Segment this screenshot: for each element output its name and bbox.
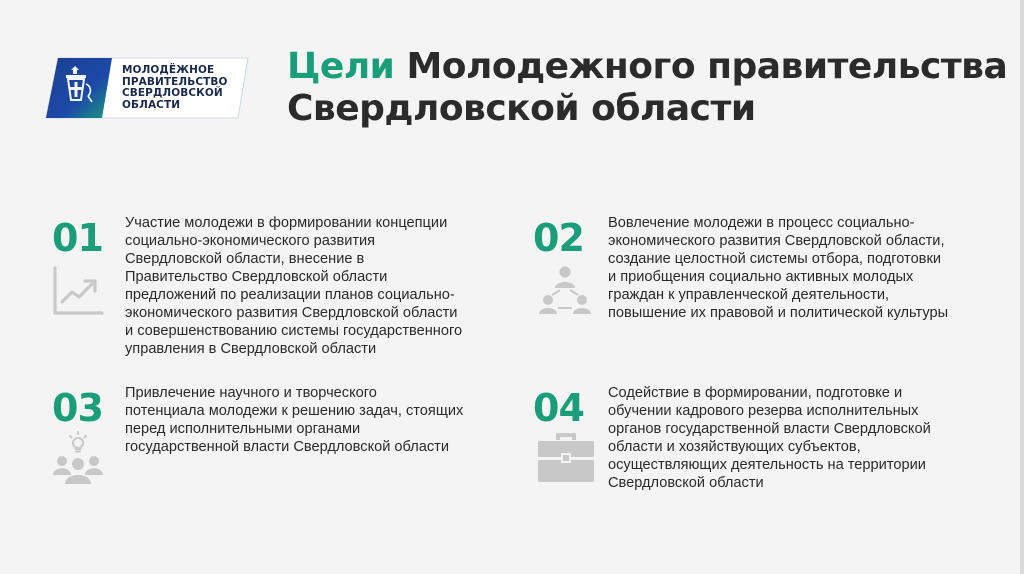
goal-number: 04 (533, 386, 584, 430)
goal-number: 03 (52, 386, 103, 430)
people-network-icon (538, 264, 592, 318)
goal-number: 02 (533, 216, 584, 260)
team-idea-icon (50, 430, 106, 486)
goal-text: Участие молодежи в формировании концепции социально-экономического развития Свердловской области, внесение в Правительство Свердловской области предложений по реализации планов социально- экономического развития Свердловской области и совершенствованию системы государственного управления в Свердловской области (125, 215, 463, 357)
growth-chart-icon (52, 266, 104, 316)
title-accent: Цели (287, 46, 395, 87)
logo-line: МОЛОДЁЖНОЕ (122, 64, 215, 76)
logo-line: СВЕРДЛОВСКОЙ (122, 87, 223, 99)
briefcase-icon (536, 430, 596, 484)
goal-text: Содействие в формировании, подготовке и обучении кадрового резерва исполнительных органов государственной власти Свердловской области и хозяйствующих субъектов, осуществляющих деятельность на территории Свердловской области (608, 385, 931, 491)
logo-text (122, 65, 228, 111)
logo (44, 56, 250, 120)
page-title (287, 46, 1008, 130)
slide-edge (1020, 0, 1024, 574)
goal-number: 01 (52, 216, 103, 260)
logo-line: ПРАВИТЕЛЬСТВО (122, 75, 228, 88)
logo-line: ОБЛАСТИ (122, 98, 181, 111)
title-line2: Свердловской области (287, 88, 756, 129)
goal-text: Вовлечение молодежи в процесс социально- экономического развития Свердловской области, создание целостной системы отбора, подготовки и приобщения социально активных молодых граждан к управленческой деятельности, повышение их правовой и политической культуры (608, 215, 949, 321)
goal-text: Привлечение научного и творческого потенциала молодежи к решению задач, стоящих перед исполнительными органами государственной власти Свердловской области (125, 385, 464, 455)
title-line1: Молодежного правительства (406, 46, 1008, 87)
